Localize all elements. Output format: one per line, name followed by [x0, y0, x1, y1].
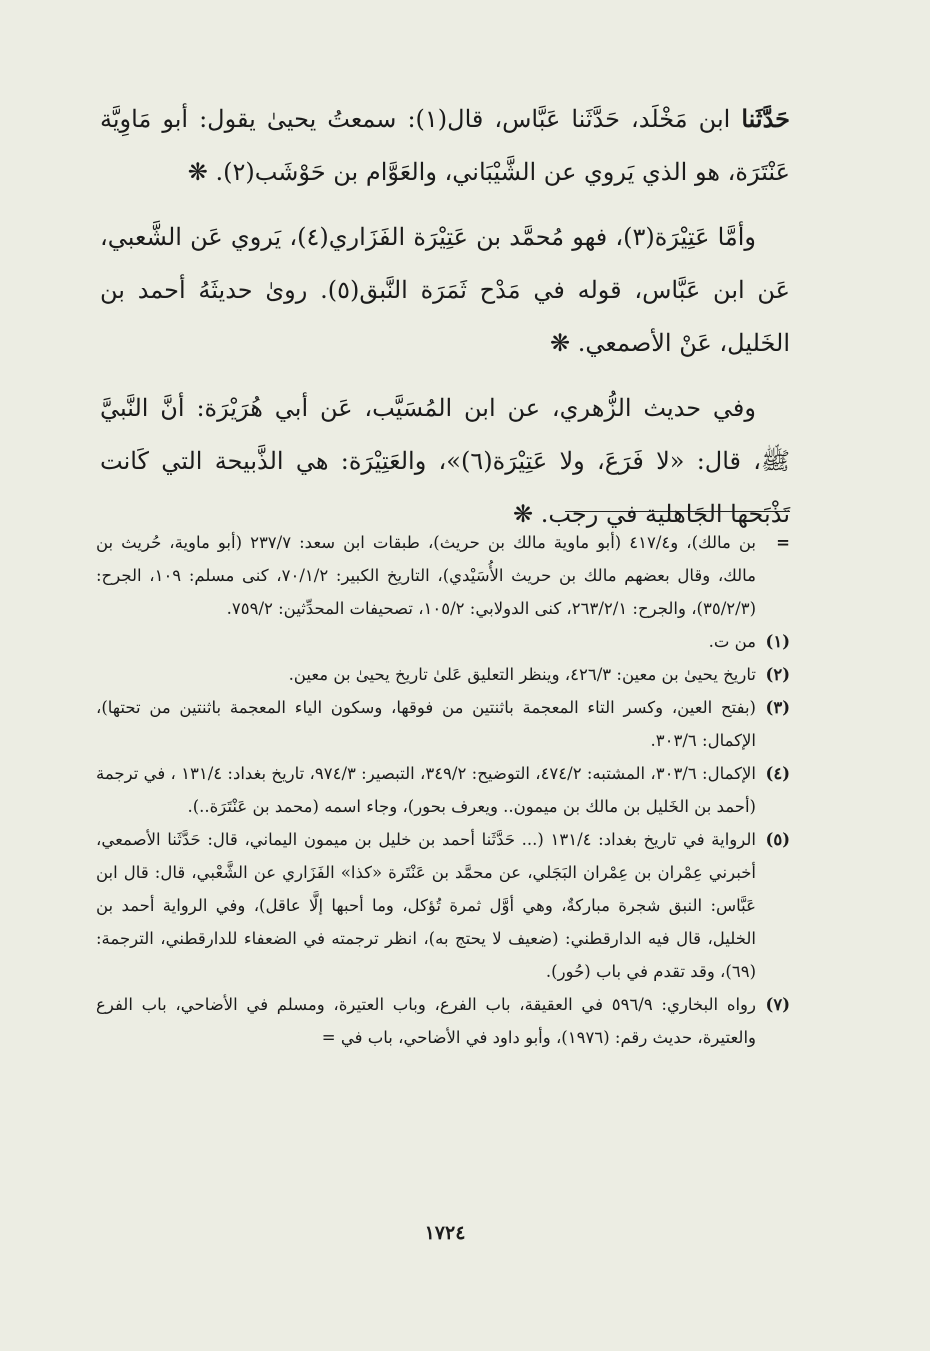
footnote-1	[96, 625, 790, 658]
footnote-continuation	[96, 526, 790, 625]
footnotes	[96, 526, 790, 1054]
footnote-4	[96, 757, 790, 823]
footnote-3	[96, 691, 790, 757]
footnote-text: رواه البخاري: ٥٩٦/٩ في العقيقة، باب الفرع، وباب العتيرة، ومسلم في الأضاحي، باب الفرع والعتيرة، حديث رقم: (١٩٧٦)، وأبو داود في الأضاحي، باب في =	[96, 995, 756, 1047]
footnote-7	[96, 988, 790, 1054]
page-number: ١٧٢٤	[424, 1222, 466, 1244]
paragraph-1-lead-word: حَدَّثَنا	[741, 104, 790, 133]
footnote-number: (٧)	[765, 995, 790, 1014]
footnote-number: (١)	[765, 632, 790, 651]
paragraph-2: وأمَّا عَتِيْرَة(٣)، فهو مُحمَّد بن عَتِيْرَة الفَزَاري(٤)، يَروي عَن الشَّعبي، عَن ابن عَبَّاس، قوله في مَدْح ثَمَرَة النَّبق(٥). روىٰ حديثَهُ أحمد بن الخَليل، عَنْ الأصمعي. ❋	[100, 223, 791, 357]
footnote-text: الرواية في تاريخ بغداد: ١٣١/٤ (... حَدَّثَنا أحمد بن خليل بن ميمون اليماني، قال: حَدَّثَنا الأصمعي، أخبرني عِمْران بن عِمْران البَجَلي، عن محمَّد بن عَنْتَرة «كذا» الفَزَاري عن الشَّعْبي، قال: قال ابن عَبَّاس: النبق شجرة مباركةٌ، وهي أوَّل ثمرة تُؤكل، وما أحبها إلَّا عاقل)، وفي الرواية أحمد بن الخليل، قال فيه الدارقطني: (ضعيف لا يحتج به)، انظر ترجمته في الضعفاء للدارقطني، الترجمة: (٦٩)، وقد تقدم في باب (حُور).	[96, 830, 756, 981]
footnote-continuation-text: بن مالك)، و٤١٧/٤ (أبو ماوية مالك بن حريث)، طبقات ابن سعد: ٢٣٧/٧ (أبو ماوية، حُريث بن مالك، وقال بعضهم مالك بن حريث الأُسَيْدي)، التاريخ الكبير: ٧٠/١/٢، كنى مسلم: ١٠٩، الجرح: (٣٥/٢/٣)، والجرح: ٢٦٣/٢/١، كنى الدولابي: ١٠٥/٢، تصحيفات المحدِّثين: ٧٥٩/٢.	[96, 533, 757, 618]
footnote-2	[96, 658, 790, 691]
continuation-mark: =	[776, 533, 790, 552]
footnote-number: (٣)	[765, 698, 790, 717]
paragraph-1	[100, 92, 790, 199]
footnote-number: (٢)	[765, 665, 790, 684]
footnote-number: (٤)	[765, 764, 790, 783]
footnote-text: (بفتح العين، وكسر التاء المعجمة باثنتين من فوقها، وسكون الياء المعجمة باثنتين من تحتها)، الإكمال: ٣٠٣/٦.	[96, 698, 756, 750]
main-text	[100, 92, 790, 553]
paragraph-1-text: ابن مَخْلَد، حَدَّثَنا عَبَّاس، قال(١): سمعتُ يحيىٰ يقول: أبو مَاوِيَّة عَنْتَرَة، هو الذي يَروي عن الشَّيْبَاني، والعَوَّام بن حَوْشَب(٢). ❋	[100, 105, 790, 186]
footnote-text: تاريخ يحيىٰ بن معين: ٤٢٦/٣، وينظر التعليق عَلىٰ تاريخ يحيىٰ بن معين.	[288, 665, 756, 684]
footnote-text: من ت.	[708, 632, 756, 651]
footnote-number: (٥)	[765, 830, 790, 849]
footnote-separator	[565, 511, 790, 512]
footnote-5	[96, 823, 790, 988]
footnote-text: الإكمال: ٣٠٣/٦، المشتبه: ٤٧٤/٢، التوضيح: ٣٤٩/٢، التبصير: ٩٧٤/٣، تاريخ بغداد: ١٣١/٤ ، في ترجمة (أحمد بن الخَليل بن مالك بن ميمون.. ويعرف بحور)، وجاء اسمه (محمد بن عَنْتَرَة..).	[96, 764, 756, 816]
paragraph-3: وفي حديث الزُّهري، عن ابن المُسَيَّب، عَن أبي هُرَيْرَة: أنَّ النَّبيَّ ﷺ، قال: «لا فَرَعَ، ولا عَتِيْرَة(٦)»، والعَتِيْرَة: هي الذَّبيحة التي كَانت تَذْبَحها الجَاهلية في رجب. ❋	[100, 394, 791, 528]
